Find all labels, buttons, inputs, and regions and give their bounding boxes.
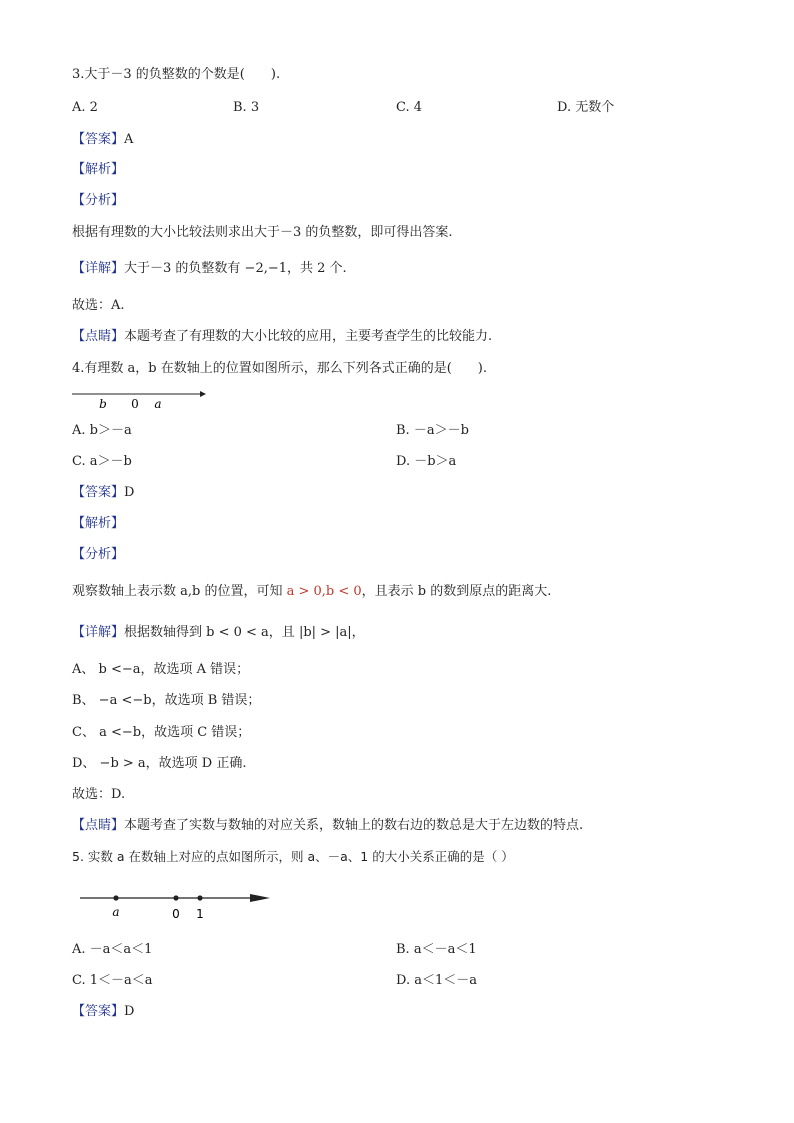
comment-text: 本题考查了有理数的大小比较的应用，主要考查学生的比较能力. xyxy=(124,329,493,344)
q4-number-line xyxy=(70,386,210,414)
answer-value: A xyxy=(124,132,134,147)
axis-label-a: a xyxy=(154,397,162,411)
fenxi-pre: 观察数轴上表示数 a,b 的位置，可知 xyxy=(72,584,287,599)
q5-stem: 5. 实数 a 在数轴上对应的点如图所示，则 a、－a、1 的大小关系正确的是（ ） xyxy=(72,849,514,864)
detail-tag: 【详解】 xyxy=(72,261,125,276)
q5-option-c: C. 1＜－a＜a xyxy=(72,973,153,988)
fenxi-post: ，且表示 b 的数到原点的距离大. xyxy=(361,584,552,599)
answer-tag: 【答案】 xyxy=(72,1004,125,1019)
q4-answer xyxy=(72,484,134,502)
q5-option-b: B. a＜－a＜1 xyxy=(396,942,477,957)
q4-item-d: D、 −b > a，故选项 D 正确. xyxy=(72,756,247,771)
q4-item-c: C、 a <−b，故选项 C 错误； xyxy=(72,725,251,740)
q4-comment xyxy=(72,817,583,835)
detail-tag: 【详解】 xyxy=(72,625,125,640)
axis-label-1: 1 xyxy=(196,907,204,921)
q5-option-d: D. a＜1＜－a xyxy=(396,973,477,988)
comment-tag: 【点睛】 xyxy=(72,329,125,344)
q4-stem: 4.有理数 a，b 在数轴上的位置如图所示，那么下列各式正确的是( ). xyxy=(72,361,488,376)
q4-option-b: B. －a＞－b xyxy=(396,423,469,438)
q5-option-a: A. －a＜a＜1 xyxy=(72,942,153,957)
q3-fenxi-tag: 【分析】 xyxy=(72,193,125,208)
q4-detail xyxy=(72,624,365,642)
q4-option-c: C. a＞－b xyxy=(72,454,132,469)
point-a xyxy=(113,895,118,900)
axis-label-0: 0 xyxy=(172,907,180,921)
comment-tag: 【点睛】 xyxy=(72,818,125,833)
q4-choose: 故选：D. xyxy=(72,787,126,802)
q4-option-a: A. b＞－a xyxy=(72,423,132,438)
q3-option-a: A. 2 xyxy=(72,100,98,115)
fenxi-condition: a > 0,b < 0 xyxy=(286,584,362,599)
q3-fenxi: 根据有理数的大小比较法则求出大于－3 的负整数，即可得出答案. xyxy=(72,225,453,240)
q5-answer xyxy=(72,1003,134,1021)
axis-label-a: a xyxy=(112,905,120,919)
detail-text: 大于－3 的负整数有 −2,−1，共 2 个. xyxy=(124,261,347,276)
q3-detail xyxy=(72,260,347,278)
axis-arrow xyxy=(250,894,270,902)
q3-answer xyxy=(72,131,133,149)
axis-label-0: 0 xyxy=(131,397,139,411)
axis-arrow xyxy=(200,391,206,397)
answer-value: D xyxy=(124,485,135,500)
comment-text: 本题考查了实数与数轴的对应关系，数轴上的数右边的数总是大于左边数的特点. xyxy=(124,818,584,833)
q4-fenxi-tag: 【分析】 xyxy=(72,547,125,562)
q4-item-b: B、 −a <−b，故选项 B 错误； xyxy=(72,693,261,708)
q3-choose: 故选：A. xyxy=(72,298,125,313)
axis-label-b: b xyxy=(99,397,107,411)
q5-number-line xyxy=(78,888,278,924)
q3-option-d: D. 无数个 xyxy=(557,100,615,115)
answer-tag: 【答案】 xyxy=(72,485,125,500)
answer-tag: 【答案】 xyxy=(72,132,125,147)
point-1 xyxy=(197,895,202,900)
q4-analysis-tag: 【解析】 xyxy=(72,516,125,531)
detail-text: 根据数轴得到 b < 0 < a，且 |b| > |a|， xyxy=(124,625,365,640)
q3-option-b: B. 3 xyxy=(233,100,260,115)
point-0 xyxy=(173,895,178,900)
q3-comment xyxy=(72,328,492,346)
q3-option-c: C. 4 xyxy=(396,100,423,115)
q4-item-a: A、 b <−a，故选项 A 错误； xyxy=(72,662,250,677)
q3-stem: 3.大于－3 的负整数的个数是( ). xyxy=(72,67,281,82)
q3-analysis-tag: 【解析】 xyxy=(72,162,125,177)
q4-option-d: D. －b＞a xyxy=(396,454,457,469)
q4-fenxi xyxy=(72,583,551,601)
answer-value: D xyxy=(124,1004,135,1019)
